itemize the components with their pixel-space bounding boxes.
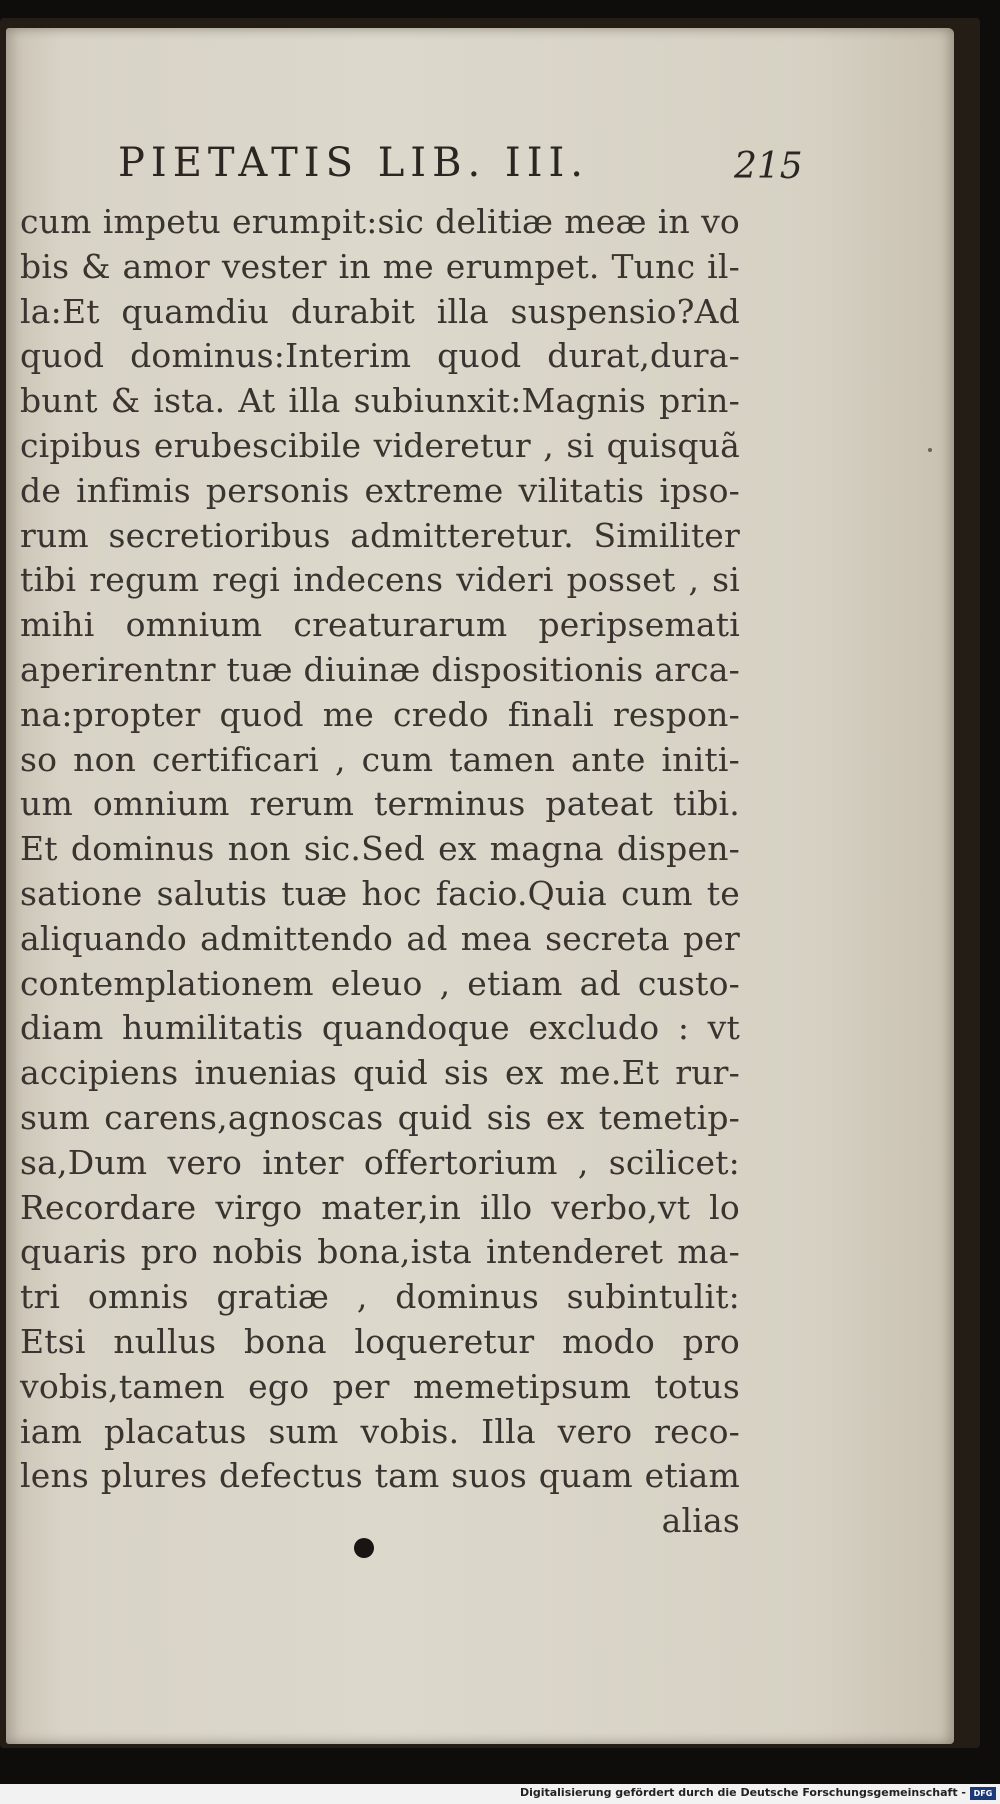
text-line: lens plures defectus tam suos quam etiam xyxy=(20,1456,740,1496)
text-line: quaris pro nobis bona,ista intenderet ma- xyxy=(20,1232,740,1272)
dfg-logo-icon: DFG xyxy=(970,1787,996,1800)
text-line: aperirentnr tuæ diuinæ dispositionis arca- xyxy=(20,649,740,689)
body-text xyxy=(20,200,740,1544)
text-line: um omnium rerum terminus pateat tibi. xyxy=(20,784,740,824)
text-line: vobis,tamen ego per memetipsum totus xyxy=(20,1366,740,1406)
text-line: de infimis personis extreme vilitatis ipso- xyxy=(20,470,740,510)
book-page xyxy=(6,28,954,1744)
text-line: contemplationem eleuo , etiam ad custo- xyxy=(20,963,740,1003)
text-line: cipibus erubescibile videretur , si quisquã xyxy=(20,425,740,465)
text-line: aliquando admittendo ad mea secreta per xyxy=(20,918,740,958)
text-line: la:Et quamdiu durabit illa suspensio?Ad xyxy=(20,291,740,331)
text-line: Etsi nullus bona loqueretur modo pro xyxy=(20,1321,740,1361)
paper-speck xyxy=(928,448,932,452)
text-line: cum impetu erumpit:sic delitiæ meæ in vo xyxy=(20,202,740,241)
ink-dot xyxy=(354,1538,374,1558)
digitization-footer xyxy=(0,1784,1000,1804)
text-line: mihi omnium creaturarum peripsemati xyxy=(20,605,740,645)
text-line: sa,Dum vero inter offertorium , scilicet: xyxy=(20,1142,740,1182)
text-line: tibi regum regi indecens videri posset , si xyxy=(20,560,740,600)
text-line: bis & amor vester in me erumpet. Tunc il- xyxy=(20,246,740,286)
text-line: tri omnis gratiæ , dominus subintulit: xyxy=(20,1277,740,1317)
text-line: diam humilitatis quandoque excludo : vt xyxy=(20,1008,740,1048)
text-line: na:propter quod me credo finali respon- xyxy=(20,694,740,734)
text-line: Et dominus non sic.Sed ex magna dispen- xyxy=(20,829,740,869)
text-line: Recordare virgo mater,in illo verbo,vt lo xyxy=(20,1187,740,1227)
catchword: alias xyxy=(661,1501,740,1541)
running-head xyxy=(6,140,954,190)
page-number: 215 xyxy=(734,146,803,187)
text-line: satione salutis tuæ hoc facio.Quia cum te xyxy=(20,873,740,913)
text-line: iam placatus sum vobis. Illa vero reco- xyxy=(20,1411,740,1451)
text-line: bunt & ista. At illa subiunxit:Magnis prin- xyxy=(20,381,740,421)
text-line: rum secretioribus admitteretur. Similiter xyxy=(20,515,740,555)
running-title: PIETATIS LIB. III. xyxy=(118,140,590,186)
text-line: sum carens,agnoscas quid sis ex temetip- xyxy=(20,1097,740,1137)
funding-credit: Digitalisierung gefördert durch die Deutsche Forschungsgemeinschaft - xyxy=(519,1786,966,1799)
text-line: quod dominus:Interim quod durat,dura- xyxy=(20,336,740,376)
text-line: so non certificari , cum tamen ante initi- xyxy=(20,739,740,779)
text-line: accipiens inuenias quid sis ex me.Et rur- xyxy=(20,1053,740,1093)
